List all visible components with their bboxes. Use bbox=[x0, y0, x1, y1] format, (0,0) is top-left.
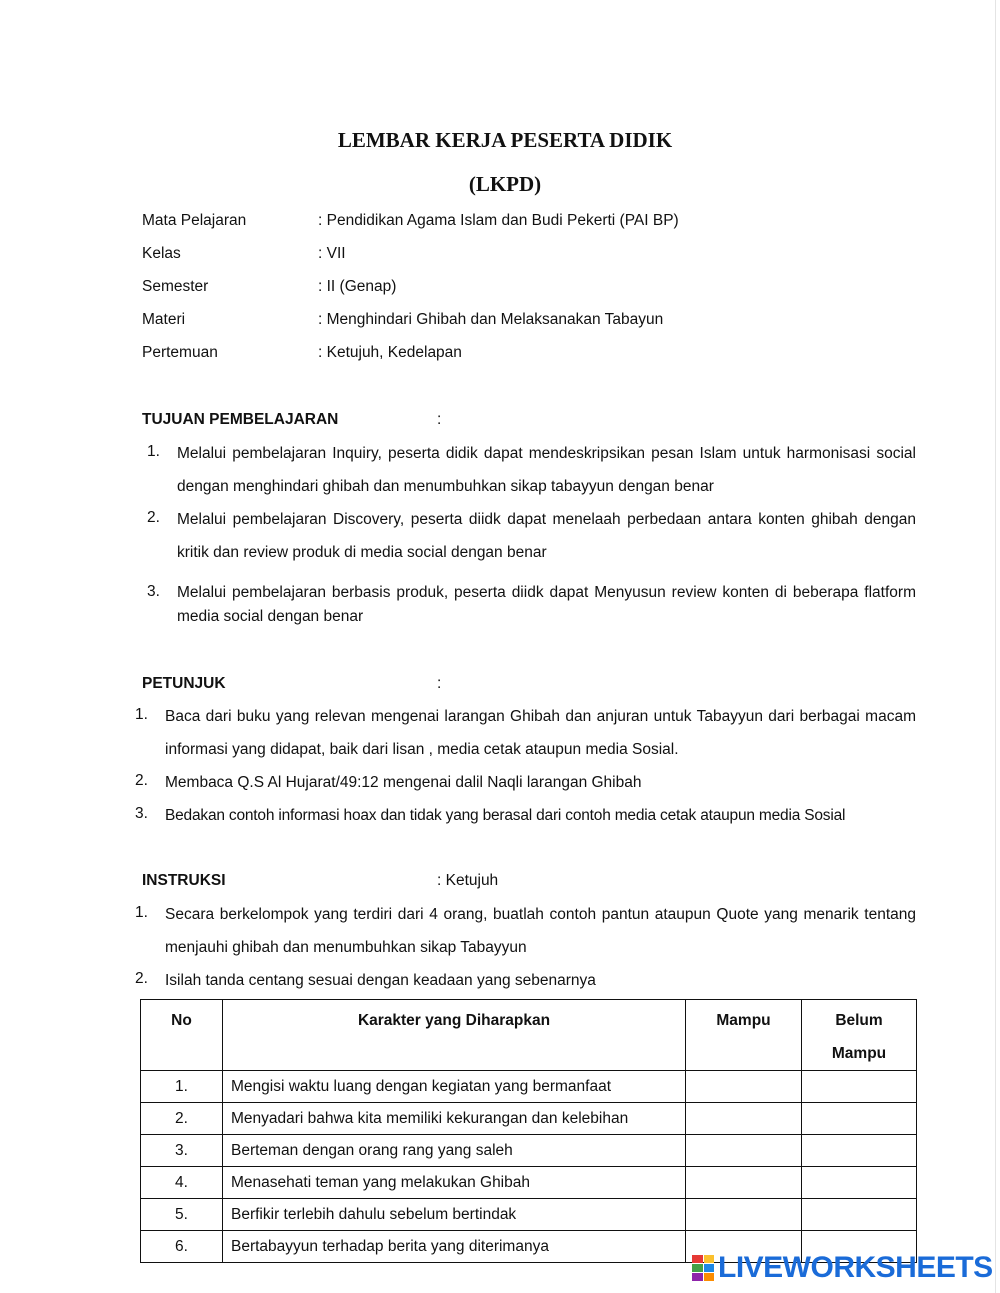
row-number: 2. bbox=[141, 1103, 223, 1135]
list-item bbox=[147, 581, 916, 631]
section-heading-petunjuk: PETUNJUK bbox=[142, 675, 226, 692]
row-number: 5. bbox=[141, 1199, 223, 1231]
list-item bbox=[147, 437, 916, 503]
row-karakter: Menyadari bahwa kita memiliki kekurangan dan kelebihan bbox=[223, 1103, 686, 1135]
list-item bbox=[135, 898, 916, 964]
list-text: Secara berkelompok yang terdiri dari 4 orang, buatlah contoh pantun ataupun Quote yang menarik tentang menjauhi ghibah dan menumbuhkan sikap Tabayyun bbox=[165, 906, 916, 956]
row-karakter: Berfikir terlebih dahulu sebelum bertindak bbox=[223, 1199, 686, 1231]
belum-mampu-checkbox-cell[interactable] bbox=[802, 1071, 917, 1103]
mampu-checkbox-cell[interactable] bbox=[686, 1135, 802, 1167]
section-colon: : Ketujuh bbox=[437, 872, 499, 889]
row-karakter: Mengisi waktu luang dengan kegiatan yang bermanfaat bbox=[223, 1071, 686, 1103]
list-text: Isilah tanda centang sesuai dengan keadaan yang sebenarnya bbox=[165, 972, 596, 989]
section-colon: : bbox=[437, 411, 442, 428]
column-header-belum-mampu: Belum Mampu bbox=[802, 1000, 917, 1071]
row-number: 1. bbox=[141, 1071, 223, 1103]
table-row bbox=[141, 1199, 917, 1231]
meta-value: : Menghindari Ghibah dan Melaksanakan Tabayun bbox=[318, 311, 664, 328]
row-karakter: Berteman dengan orang rang yang saleh bbox=[223, 1135, 686, 1167]
list-number: 1. bbox=[135, 706, 148, 723]
meta-value: : Pendidikan Agama Islam dan Budi Pekerti (PAI BP) bbox=[318, 212, 679, 229]
column-header-no: No bbox=[141, 1000, 223, 1071]
mampu-checkbox-cell[interactable] bbox=[686, 1103, 802, 1135]
liveworksheets-logo-text: LIVEWORKSHEETS bbox=[718, 1251, 993, 1284]
list-text: Membaca Q.S Al Hujarat/49:12 mengenai dalil Naqli larangan Ghibah bbox=[165, 774, 642, 791]
row-number: 4. bbox=[141, 1167, 223, 1199]
mampu-checkbox-cell[interactable] bbox=[686, 1167, 802, 1199]
list-number: 1. bbox=[135, 904, 148, 921]
belum-mampu-checkbox-cell[interactable] bbox=[802, 1135, 917, 1167]
row-karakter: Menasehati teman yang melakukan Ghibah bbox=[223, 1167, 686, 1199]
character-checklist-table bbox=[140, 999, 917, 1263]
document-subtitle: (LKPD) bbox=[468, 172, 542, 196]
list-text: Bedakan contoh informasi hoax dan tidak yang berasal dari contoh media cetak ataupun media Sosial bbox=[165, 807, 846, 824]
list-item bbox=[147, 503, 916, 569]
list-number: 2. bbox=[147, 509, 160, 526]
section-heading-instruksi: INSTRUKSI bbox=[142, 872, 226, 889]
table-header-row bbox=[141, 1000, 917, 1071]
list-item bbox=[135, 964, 916, 997]
liveworksheets-logo[interactable] bbox=[692, 1252, 993, 1284]
meta-label: Materi bbox=[142, 311, 186, 328]
list-text: Melalui pembelajaran Discovery, peserta diidk dapat menelaah perbedaan antara konten ghibah dengan kritik dan review produk di media social dengan benar bbox=[177, 511, 916, 561]
document-title: LEMBAR KERJA PESERTA DIDIK bbox=[337, 128, 673, 152]
list-number: 3. bbox=[135, 805, 148, 822]
list-number: 2. bbox=[135, 970, 148, 987]
liveworksheets-logo-icon bbox=[692, 1255, 714, 1281]
belum-mampu-checkbox-cell[interactable] bbox=[802, 1167, 917, 1199]
meta-value: : II (Genap) bbox=[318, 278, 397, 295]
column-header-mampu: Mampu bbox=[686, 1000, 802, 1071]
mampu-checkbox-cell[interactable] bbox=[686, 1071, 802, 1103]
table-row bbox=[141, 1071, 917, 1103]
list-text: Melalui pembelajaran berbasis produk, peserta diidk dapat Menyusun review konten di beberapa flatform media social dengan benar bbox=[177, 584, 916, 625]
table-row bbox=[141, 1135, 917, 1167]
column-header-karakter: Karakter yang Diharapkan bbox=[223, 1000, 686, 1071]
belum-mampu-checkbox-cell[interactable] bbox=[802, 1103, 917, 1135]
list-text: Baca dari buku yang relevan mengenai larangan Ghibah dan anjuran untuk Tabayyun dari berbagai macam informasi yang didapat, baik dari lisan , media cetak ataupun media Sosial. bbox=[165, 708, 916, 758]
meta-value: : Ketujuh, Kedelapan bbox=[318, 344, 462, 361]
mampu-checkbox-cell[interactable] bbox=[686, 1199, 802, 1231]
list-item bbox=[135, 766, 916, 799]
meta-label: Kelas bbox=[142, 245, 181, 262]
row-number: 3. bbox=[141, 1135, 223, 1167]
section-heading-tujuan: TUJUAN PEMBELAJARAN bbox=[142, 411, 339, 428]
section-colon: : bbox=[437, 675, 442, 692]
list-number: 2. bbox=[135, 772, 148, 789]
meta-label: Semester bbox=[142, 278, 209, 295]
row-karakter: Bertabayyun terhadap berita yang diterimanya bbox=[223, 1231, 686, 1263]
list-number: 1. bbox=[147, 443, 160, 460]
list-item bbox=[135, 700, 916, 766]
row-number: 6. bbox=[141, 1231, 223, 1263]
meta-label: Pertemuan bbox=[142, 344, 218, 361]
meta-label: Mata Pelajaran bbox=[142, 212, 247, 229]
meta-value: : VII bbox=[318, 245, 346, 262]
belum-mampu-checkbox-cell[interactable] bbox=[802, 1199, 917, 1231]
table-row bbox=[141, 1103, 917, 1135]
list-item bbox=[135, 799, 916, 832]
list-text: Melalui pembelajaran Inquiry, peserta didik dapat mendeskripsikan pesan Islam untuk harmonisasi social dengan menghindari ghibah dan menumbuhkan sikap tabayyun dengan benar bbox=[177, 445, 916, 495]
table-row bbox=[141, 1167, 917, 1199]
list-number: 3. bbox=[147, 583, 160, 600]
